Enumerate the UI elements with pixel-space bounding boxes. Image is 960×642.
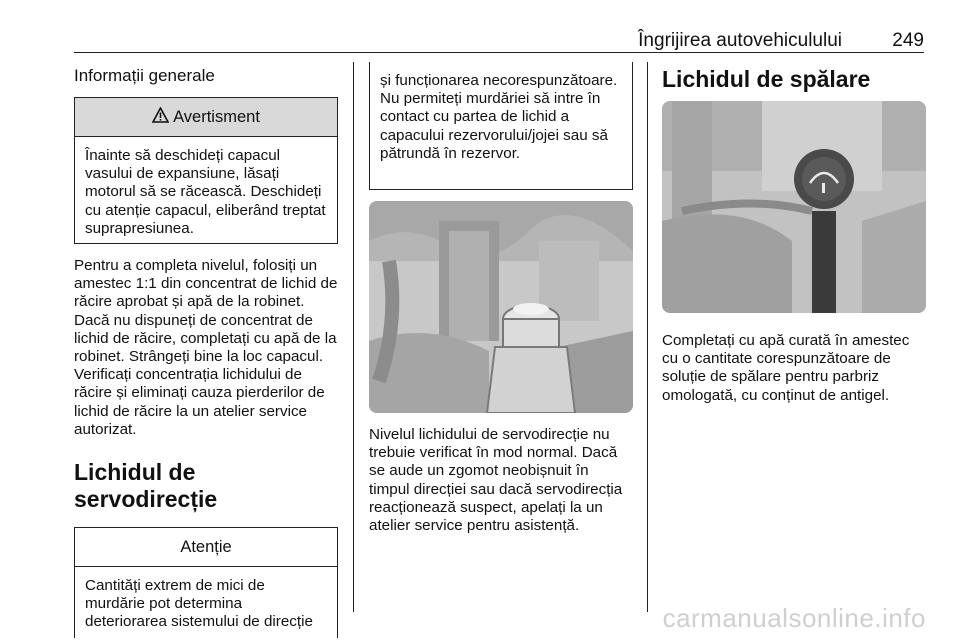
- washer-fluid-paragraph: Completați cu apă curată în amestec cu o cantitate corespunzătoare de soluție de spălare pentru parbriz omologată, cu conținut de antigel.: [662, 332, 910, 404]
- header-rule: [74, 52, 924, 53]
- column-2: [369, 62, 633, 535]
- column-3: [662, 62, 926, 405]
- caution-box-continued: [369, 62, 633, 190]
- caution-text: Cantități extrem de mici de murdărie pot determina deteriorarea sistemului de direcție: [85, 577, 313, 631]
- washer-fluid-reservoir-photo: [662, 101, 926, 313]
- column-divider-1: [353, 62, 354, 612]
- power-steering-reservoir-photo: [369, 201, 633, 413]
- caution-box-header: [75, 528, 337, 567]
- section-title-power-steering: Lichidul de servodirecție: [74, 459, 218, 513]
- warning-title: Avertisment: [173, 107, 260, 126]
- caution-continued-text: și funcționarea necorespunzătoare. Nu permiteți murdăriei să intre în contact cu partea de lichid a capacului rezervorului/jojei sau să pătrundă în rezervor.: [380, 72, 618, 162]
- caution-body: [75, 567, 337, 642]
- section-title-washer-fluid: Lichidul de spălare: [662, 66, 871, 92]
- warning-box-header: [75, 98, 337, 137]
- power-steering-paragraph: Nivelul lichidului de servodirecție nu trebuie verificat în mod normal. Dacă se aude un zgomot neobișnuit în timpul direcției sau dacă servodirecția reacționează suspect, apelați la un atelier service pentru asistență.: [369, 426, 623, 535]
- warning-triangle-icon: [152, 107, 169, 128]
- caution-continued-body: [370, 62, 632, 173]
- header-title: Îngrijirea autovehiculului: [638, 30, 842, 51]
- column-divider-2: [647, 62, 648, 612]
- subheading-general-info: Informații generale: [74, 66, 215, 85]
- caution-box: [74, 527, 338, 638]
- warning-box: [74, 97, 338, 244]
- page-number: 249: [892, 30, 924, 51]
- warning-text: Înainte să deschideți capacul vasului de expansiune, lăsați motorul să se răcească. Deschideți cu atenție capacul, eliberând treptat suprapresiunea.: [85, 147, 326, 237]
- watermark: carmanualsonline.info: [662, 603, 926, 633]
- column-1: [74, 62, 338, 638]
- caution-title: Atenție: [180, 537, 232, 556]
- coolant-paragraph: Pentru a completa nivelul, folosiți un amestec 1:1 din concentrat de lichid de răcire aprobat și apă de la robinet. Dacă nu dispuneți de concentrat de lichid de răcire, completați cu apă de la robinet. Strângeți bine la loc capacul. Verificați concentrația lichidului de răcire și eliminați cauza pierderilor de lichid de răcire la un atelier service autorizat.: [74, 257, 338, 438]
- warning-body: [75, 137, 337, 248]
